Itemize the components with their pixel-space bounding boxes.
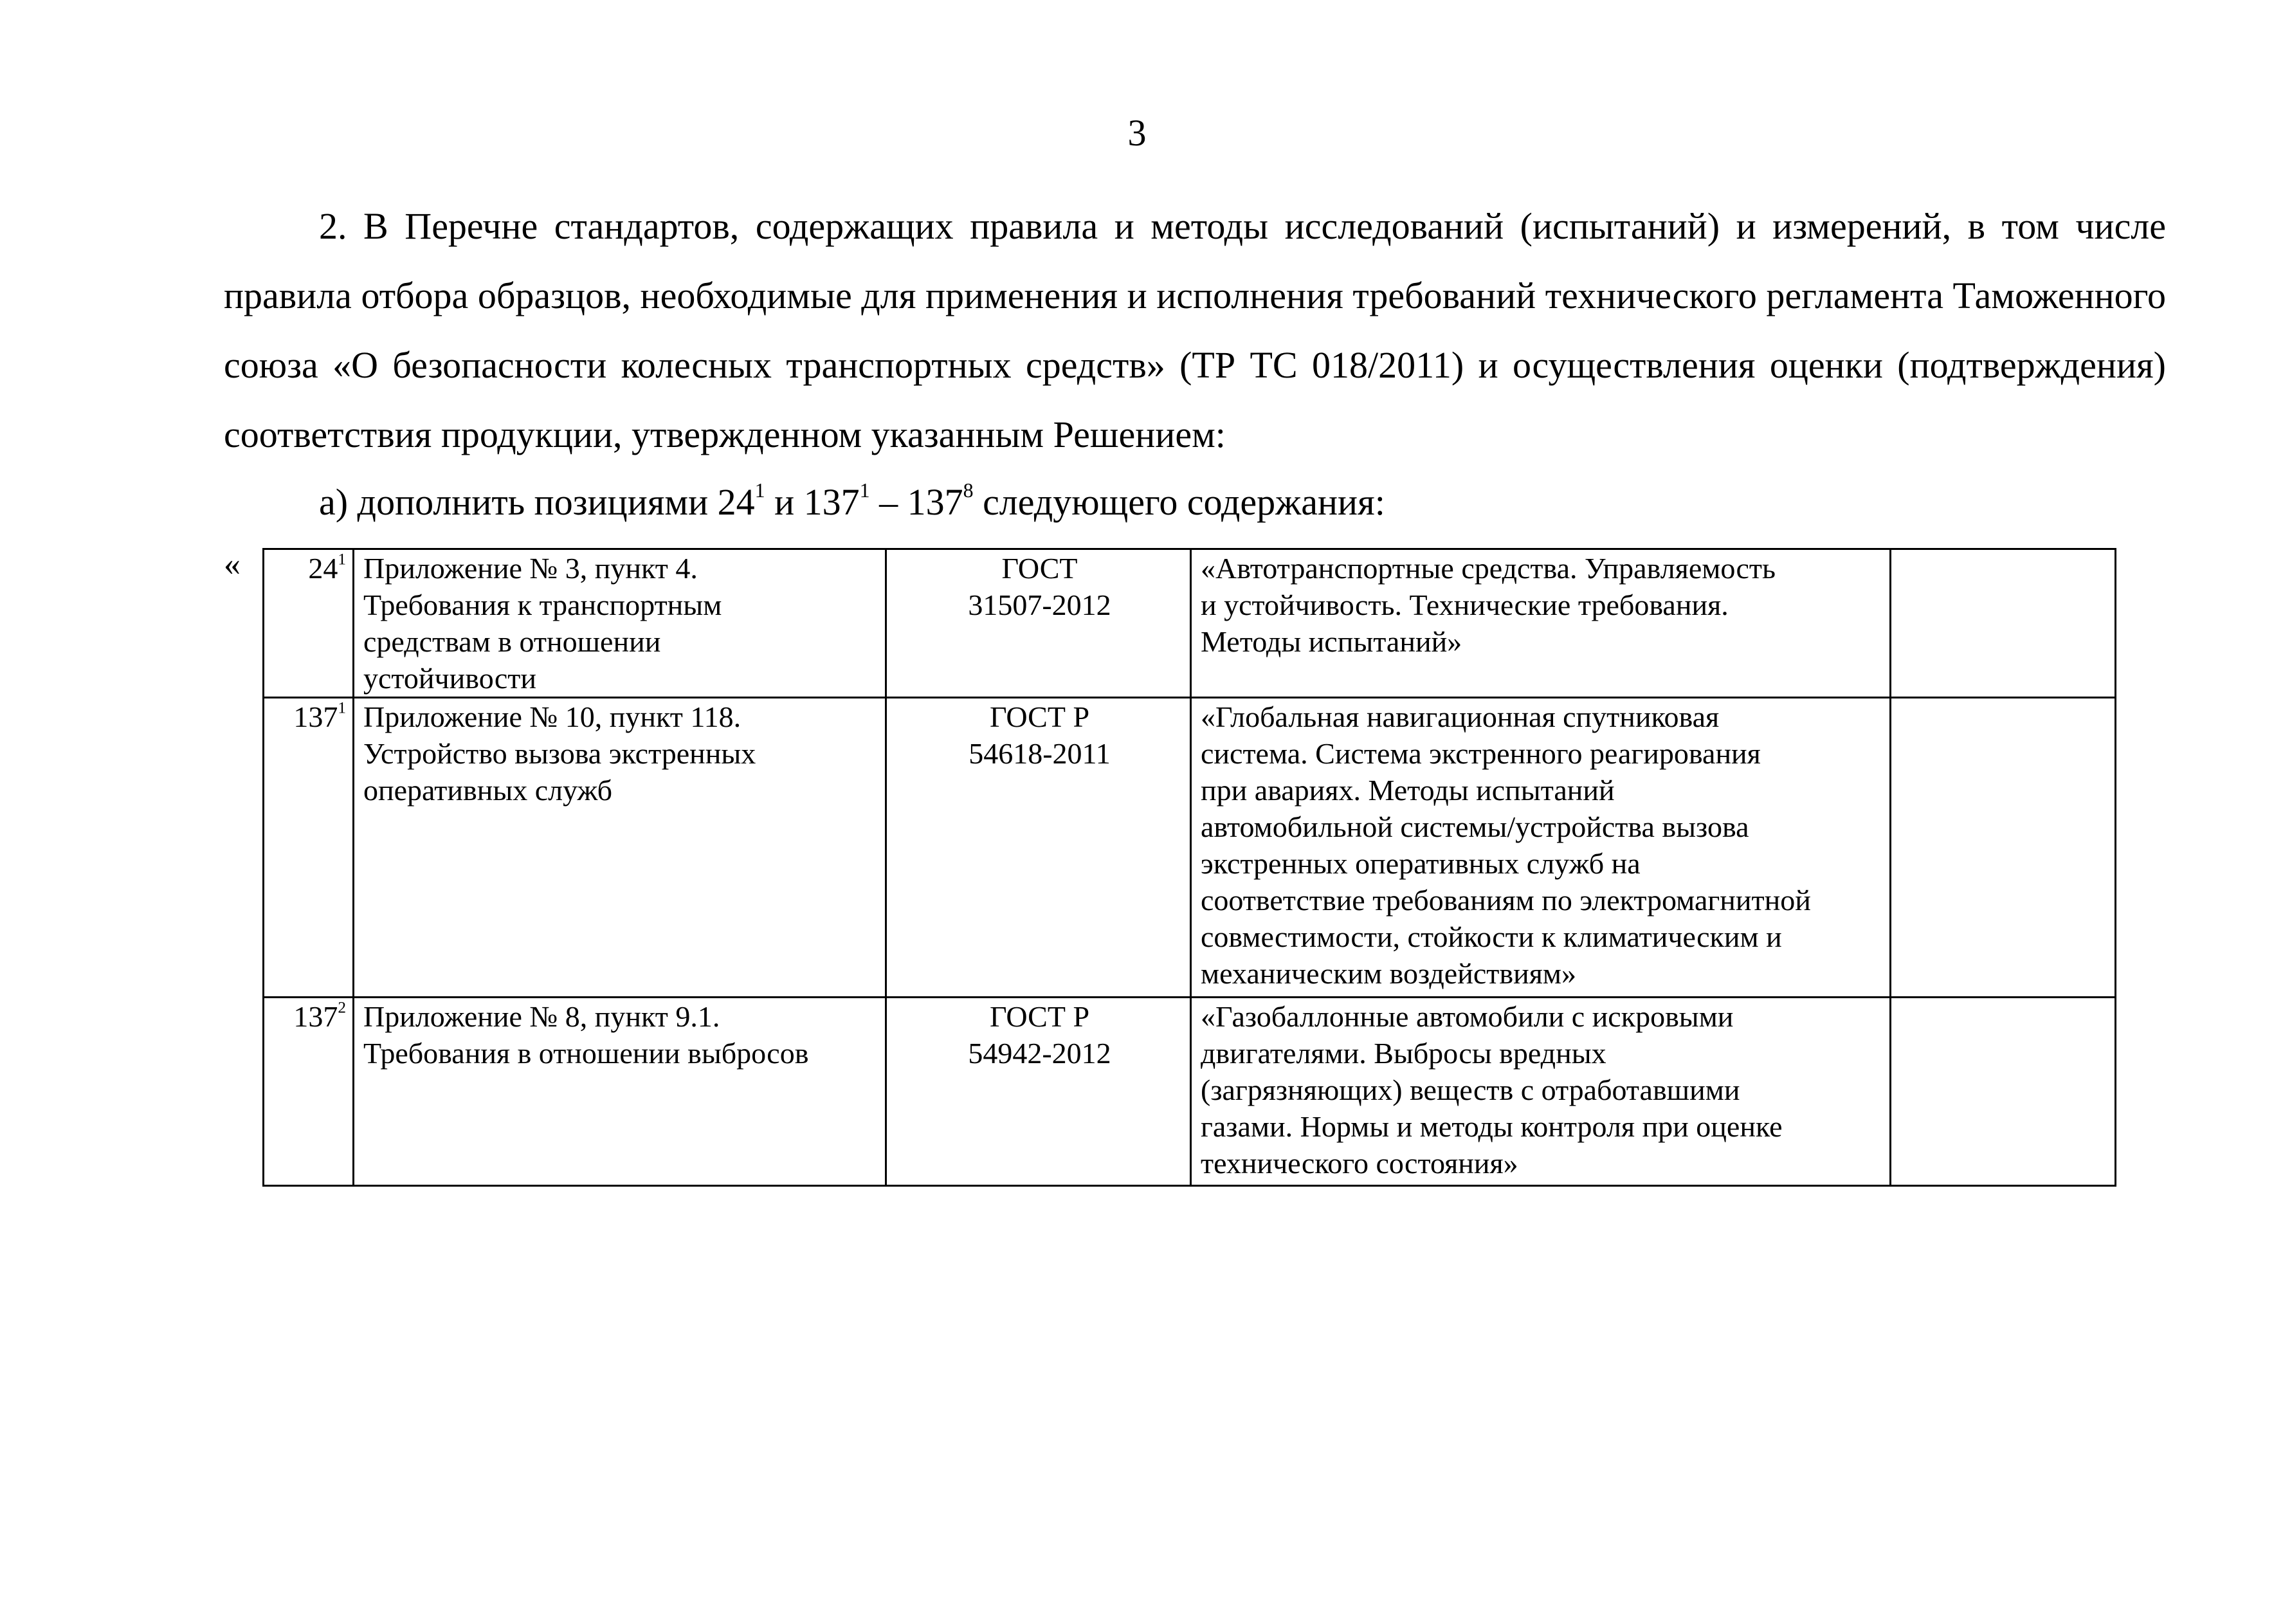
table-row [264, 549, 2116, 698]
position-number-cell: $137^2$ [264, 998, 354, 1186]
note-cell [1891, 698, 2116, 998]
item-a-pos2-sup: 1 [859, 479, 870, 502]
item-a-prefix: а) дополнить позициями [319, 481, 718, 523]
standard-cell: ГОСТ 31507-2012 [886, 549, 1191, 698]
opening-quote: « [224, 546, 241, 583]
table-row [264, 698, 2116, 998]
item-a-dash: – [869, 481, 907, 523]
item-a-pos2: 137 [803, 481, 860, 523]
standard-title-cell: «Глобальная навигационная спутниковая система. Система экстренного реагирования при авариях. Методы испытаний автомобильной системы/устройства вызова экстренных оперативных служб на соответствие требованиям по электромагнитной совместимости, стойкости к климатическим и механическим воздействиям» [1191, 698, 1891, 998]
item-a-mid: и [765, 481, 804, 523]
positions-table [262, 548, 2116, 1187]
standard-cell: ГОСТ Р 54942-2012 [886, 998, 1191, 1186]
item-a-paragraph [319, 468, 1385, 537]
item-a-pos1-sup: 1 [754, 479, 765, 502]
requirement-cell: Приложение № 3, пункт 4. Требования к транспортным средствам в отношении устойчивости [354, 549, 886, 698]
standard-title-cell: «Автотранспортные средства. Управляемость и устойчивость. Технические требования. Методы испытаний» [1191, 549, 1891, 698]
note-cell [1891, 549, 2116, 698]
item-a-suffix: следующего содержания: [973, 481, 1385, 523]
item-a-pos3-sup: 8 [963, 479, 974, 502]
page-number: 3 [1127, 112, 1147, 154]
standard-title-cell: «Газобаллонные автомобили с искровыми двигателями. Выбросы вредных (загрязняющих) веществ с отработавшими газами. Нормы и методы контроля при оценке технического состояния» [1191, 998, 1891, 1186]
position-number-cell: $24^1$ [264, 549, 354, 698]
item-a-pos1: 24 [717, 481, 755, 523]
intro-paragraph: 2. В Перечне стандартов, содержащих правила и методы исследований (испытаний) и измерений, в том числе правила отбора образцов, необходимые для применения и исполнения требований технического регламента Таможенного союза «О безопасности колесных транспортных средств» (ТР ТС 018/2011) и осуществления оценки (подтверждения) соответствия продукции, утвержденном указанным Решением: [224, 205, 2166, 455]
requirement-cell: Приложение № 8, пункт 9.1. Требования в отношении выбросов [354, 998, 886, 1186]
standard-cell: ГОСТ Р 54618-2011 [886, 698, 1191, 998]
table-row [264, 998, 2116, 1186]
position-number-cell: $137^1$ [264, 698, 354, 998]
note-cell [1891, 998, 2116, 1186]
item-a-pos3: 137 [907, 481, 963, 523]
requirement-cell: Приложение № 10, пункт 118. Устройство вызова экстренных оперативных служб [354, 698, 886, 998]
